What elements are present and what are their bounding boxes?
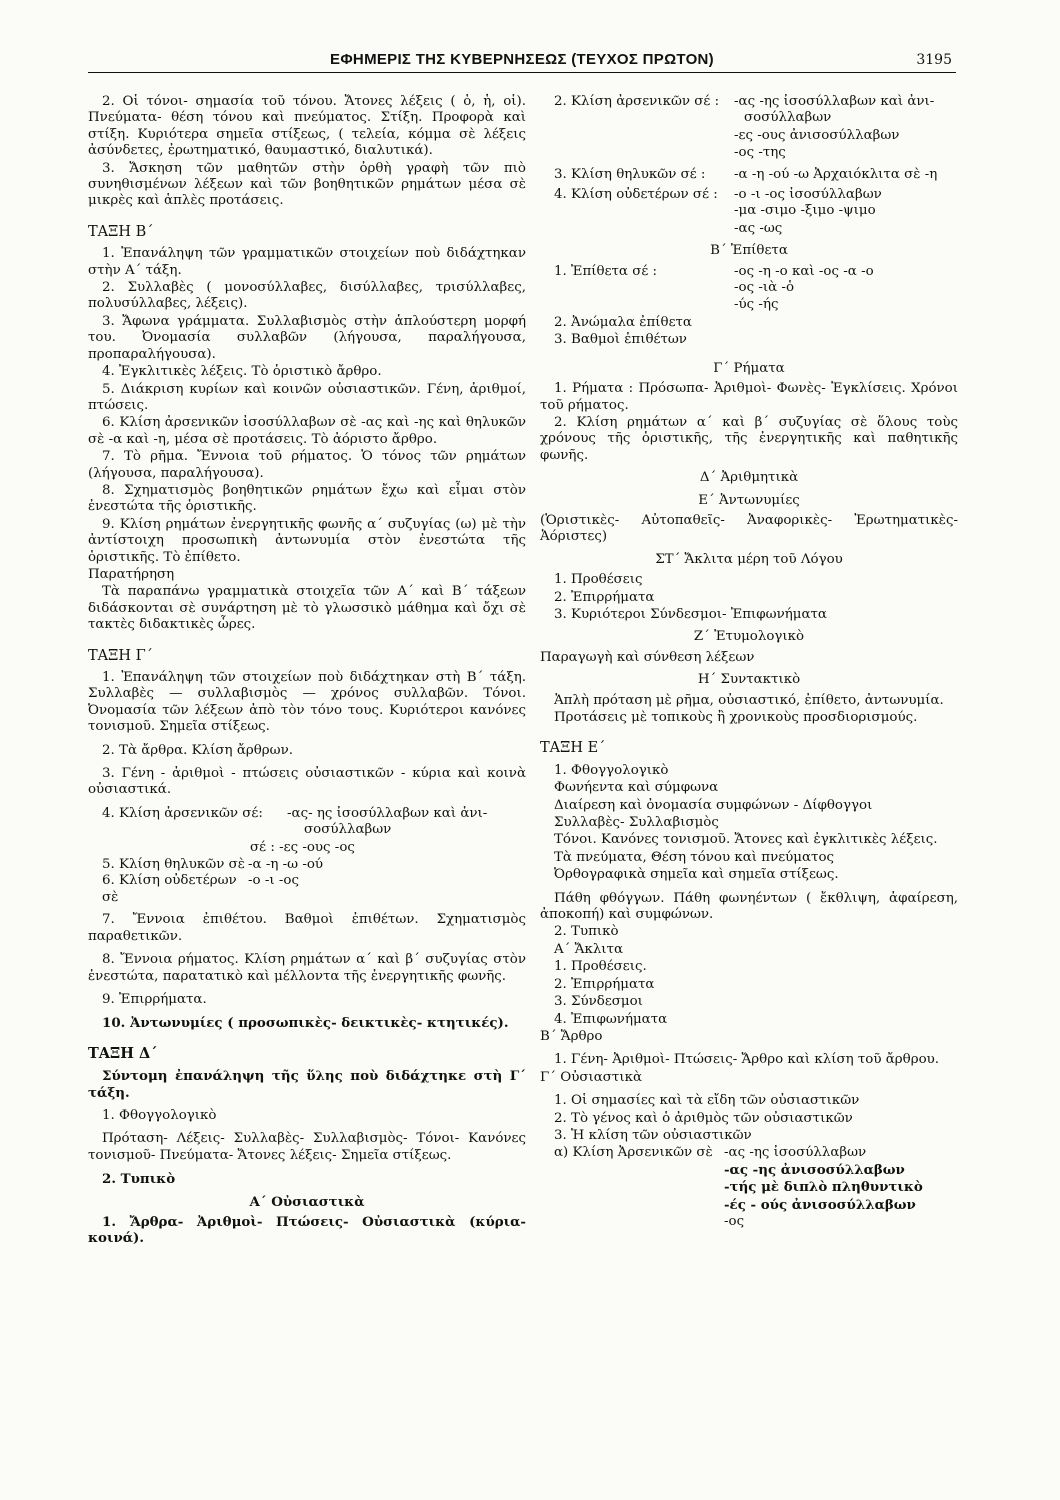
syntaktiko-text-2: Προτάσεις μὲ τοπικοὺς ἢ χρονικοὺς προσδιορισμούς. — [554, 710, 918, 725]
r-item-2-cont: σοσύλλαβων — [744, 110, 832, 126]
epitheta-suffix-3: -ύς -ής — [734, 297, 779, 313]
r-item-3: 3. Κλίση θηλυκῶν σέ : -α -η -ού -ω Ἀρχαιόκλιτα σὲ -η — [554, 166, 938, 182]
page-header — [88, 50, 956, 73]
heading-arithmitika: Δ΄ Ἀριθμητικὰ — [699, 470, 799, 486]
e-line: 1. Φθογγολογικὸ — [554, 762, 669, 778]
c-item-10: 10. Ἀντωνυμίες ( προσωπικὲς- δεικτικὲς- κτητικές). — [102, 1015, 509, 1032]
e-ous-item: 3. Ἡ κλίση τῶν οὐσιαστικῶν — [554, 1127, 752, 1143]
b-item: 4. Ἐγκλιτικὲς λέξεις. Τὸ ὁριστικὸ ἄρθρο. — [102, 364, 382, 380]
page-number: 3195 — [916, 52, 952, 68]
epitheta-item-3: 3. Βαθμοὶ ἐπιθέτων — [554, 332, 687, 348]
e-aklita-item: 3. Σύνδεσμοι — [554, 994, 643, 1010]
aklita-item: 1. Προθέσεις — [554, 572, 643, 588]
c-item-9: 9. Ἐπιρρήματα. — [102, 991, 207, 1007]
b-item: 2. Συλλαβὲς ( μονοσύλλαβες, δισύλλαβες, τρισύλλαβες, πολυσύλλαβες, λέξεις). — [88, 280, 526, 312]
c-item-1: 1. Ἐπανάληψη τῶν στοιχείων ποὺ διδάχτηκαν στὴ Β΄ τάξη. Συλλαβὲς — συλλαβισμὸς — χρόνος συλλαβῶν. Τόνοι. Ὀνομασία τῶν λέξεων ἀπὸ τὸν τόνο τους. Κυριότεροι κανόνες τονισμοῦ. Σημεῖα στίξεως. — [88, 670, 526, 735]
e-arthro-item-1: 1. Γένη- Ἀριθμοὶ- Πτώσεις- Ἄρθρο καὶ κλίση τοῦ ἄρθρου. — [554, 1052, 940, 1068]
b-item: 3. Ἄφωνα γράμματα. Συλλαβισμὸς στὴν ἁπλούστερη μορφή του. Ὀνομασία συλλαβῶν (λήγουσα, παραλήγουσα, προπαραλήγουσα). — [88, 313, 526, 362]
heading-antonymies: Ε΄ Ἀντωνυμίες — [698, 492, 800, 508]
b-item: 6. Κλίση ἀρσενικῶν ἰσοσύλλαβων σὲ -ας καὶ -ης καὶ θηλυκῶν σὲ -α καὶ -η, μέσα σὲ προτάσεις. Τὸ ἀόριστο ἄρθρο. — [88, 415, 526, 447]
left-column — [88, 94, 526, 1248]
e-ous-item: 1. Οἱ σημασίες καὶ τὰ εἴδη τῶν οὐσιαστικῶν — [554, 1093, 860, 1109]
b-note: Τὰ παραπάνω γραμματικὰ στοιχεῖα τῶν Α΄ καὶ Β΄ τάξεων διδάσκονται σὲ συνάρτηση μὲ τὸ γλωσσικὸ μάθημα καὶ ὄχι σὲ τακτὲς διδακτικὲς ὧρες. — [88, 584, 526, 633]
c-item-4-suffix-2: σέ : -ες -ους -ος — [250, 839, 355, 855]
c-item-5: 5. Κλίση θηλυκῶν σὲ -α -η -ω -ού — [102, 857, 324, 873]
r-item-2: 2. Κλίση ἀρσενικῶν σέ : -ας -ης ἰσοσύλλαβων καὶ ἀνι- — [554, 94, 935, 109]
e-line: Τὰ πνεύματα, Θέση τόνου καὶ πνεύματος — [554, 849, 835, 865]
e-aklita: Α΄ Ἄκλιτα — [554, 941, 624, 957]
b-item: 9. Κλίση ρημάτων ἐνεργητικῆς φωνῆς α΄ συζυγίας (ω) μὲ τὴν ἀντίστοιχη προσωπικὴ ἀντωνυμία στὸν ἐνεστώτα τῆς ὁριστικῆς. Τὸ ἐπίθετο. — [88, 516, 526, 565]
heading-etymologiko: Ζ΄ Ἐτυμολογικὸ — [693, 629, 805, 645]
e-ous-a-suffix: -τής μὲ διπλὸ πληθυντικὸ — [724, 1179, 923, 1196]
rimata-item-1: 1. Ρήματα : Πρόσωπα- Ἀριθμοὶ- Φωνὲς- Ἐγκλίσεις. Χρόνοι τοῦ ρήματος. — [540, 381, 958, 413]
r-item-4-suffix-3: -ας -ως — [734, 220, 783, 236]
epitheta-item-2: 2. Ἀνώμαλα ἐπίθετα — [554, 314, 692, 330]
e-ous-a-suffix: -ος — [724, 1213, 745, 1229]
etymologiko-text: Παραγωγὴ καὶ σύνθεση λέξεων — [540, 649, 755, 665]
d-item-2: 2. Τυπικὸ — [102, 1171, 176, 1188]
d-sub-a: Α΄ Οὐσιαστικὰ — [249, 1193, 365, 1210]
e-pathi: Πάθη φθόγγων. Πάθη φωνηέντων ( ἔκθλιψη, ἀφαίρεση, ἀποκοπή) καὶ συμφώνων. — [540, 890, 958, 923]
b-item: 5. Διάκριση κυρίων καὶ κοινῶν οὐσιαστικῶν. Γένη, ἀριθμοί, πτώσεις. — [88, 381, 526, 413]
section-heading-e: ΤΑΞΗ Ε΄ — [540, 740, 606, 757]
c-item-4-cont: σοσύλλαβων — [304, 822, 392, 838]
aklita-item: 2. Ἐπιρρήματα — [554, 589, 655, 605]
epitheta-item-1: 1. Ἐπίθετα σέ : -ος -η -ο καὶ -ος -α -ο — [554, 263, 874, 279]
e-ous-item: 2. Τὸ γένος καὶ ὁ ἀριθμὸς τῶν οὐσιαστικῶν — [554, 1110, 853, 1126]
d-intro: Σύντομη ἐπανάληψη τῆς ὕλης ποὺ διδάχτηκε στὴ Γ΄ τάξη. — [88, 1068, 526, 1101]
section-heading-b: ΤΑΞΗ Β΄ — [88, 223, 154, 240]
d-sub-a-1: 1. Ἄρθρα- Ἀριθμοὶ- Πτώσεις- Οὐσιαστικὰ (κύρια- κοινά). — [88, 1213, 526, 1247]
heading-syntaktiko: Η΄ Συντακτικὸ — [697, 672, 801, 688]
b-item: 1. Ἐπανάληψη τῶν γραμματικῶν στοιχείων ποὺ διδάχτηκαν στὴν Α΄ τάξη. — [88, 246, 526, 278]
r-item-2-suffix-3: -ος -της — [734, 145, 786, 161]
b-item: 8. Σχηματισμὸς βοηθητικῶν ρημάτων ἔχω καὶ εἶμαι στὸν ἐνεστώτα τῆς ὁριστικῆς. — [88, 482, 526, 515]
right-column — [540, 94, 958, 1231]
c-item-6: 6. Κλίση οὐδετέρων σὲ -ο -ι -ος — [102, 873, 299, 905]
heading-aklita: ΣΤ΄ Ἄκλιτα μέρη τοῦ Λόγου — [655, 551, 843, 567]
b-item: 7. Τὸ ρῆμα. Ἔννοια τοῦ ρήματος. Ὁ τόνος τῶν ρημάτων (λήγουσα, παραλήγουσα). — [88, 449, 526, 481]
e-ous-a: α) Κλίση Ἀρσενικῶν σὲ -ας -ης ἰσοσύλλαβων — [554, 1145, 867, 1161]
header-title: ΕΦΗΜΕΡΙΣ ΤΗΣ ΚΥΒΕΡΝΗΣΕΩΣ (ΤΕΥΧΟΣ ΠΡΩΤΟΝ) — [330, 51, 714, 68]
e-aklita-item: 1. Προθέσεις. — [554, 959, 647, 975]
e-tonoi: Τόνοι. Κανόνες τονισμοῦ. Ἄτονες καὶ ἐγκλιτικὲς λέξεις. — [554, 832, 938, 848]
r-item-4-suffix-2: -μα -σιμο -ξιμο -ψιμο — [734, 203, 876, 219]
c-item-3: 3. Γένη - ἀριθμοὶ - πτώσεις οὐσιαστικῶν - κύρια καὶ κοινὰ οὐσιαστικά. — [88, 766, 526, 798]
antonymies-text: (Ὁριστικὲς- Αὐτοπαθεῖς- Ἀναφορικὲς- Ἐρωτηματικὲς- Ἀόριστες) — [540, 512, 958, 545]
e-line: Διαίρεση καὶ ὀνομασία συμφώνων - Δίφθογγοι — [554, 797, 873, 813]
d-item-1-text: Πρόταση- Λέξεις- Συλλαβὲς- Συλλαβισμὸς- Τόνοι- Κανόνες τονισμοῦ- Πνεύματα- Ἄτονες λέξεις- Σημεῖα στίξεως. — [88, 1131, 526, 1163]
e-line: Ὀρθογραφικὰ σημεῖα καὶ σημεῖα στίξεως. — [554, 867, 839, 883]
e-arthro: Β΄ Ἄρθρο — [540, 1028, 603, 1044]
e-aklita-item: 2. Ἐπιρρήματα — [554, 976, 655, 992]
d-item-1: 1. Φθογγολογικὸ — [102, 1107, 217, 1123]
c-item-8: 8. Ἔννοια ρήματος. Κλίση ρημάτων α΄ καὶ β΄ συζυγίας στὸν ἐνεστώτα, παρατατικὸ καὶ μέλλοντα τῆς ἐνεργητικῆς φωνῆς. — [88, 952, 526, 984]
syntaktiko-text-1: Ἁπλὴ πρόταση μὲ ρῆμα, οὐσιαστικό, ἐπίθετο, ἀντωνυμία. — [554, 692, 944, 708]
e-aklita-item: 4. Ἐπιφωνήματα — [554, 1011, 668, 1027]
c-item-4: 4. Κλίση ἀρσενικῶν σέ: -ας- ης ἰσοσύλλαβων καὶ ἀνι- — [102, 805, 488, 821]
epitheta-suffix-2: -ος -ιὰ -ὁ — [734, 280, 795, 296]
heading-rimata: Γ΄ Ρήματα — [713, 360, 785, 376]
a-item-3: 3. Ἄσκηση τῶν μαθητῶν στὴν ὀρθὴ γραφὴ τῶν πιὸ συνηθισμένων λέξεων καὶ τῶν βοηθητικῶν ρημάτων μέσα σὲ μικρὲς καὶ ἁπλὲς προτάσεις. — [88, 160, 526, 209]
a-item-2: 2. Οἱ τόνοι- σημασία τοῦ τόνου. Ἄτονες λέξεις ( ὁ, ἡ, οἱ). Πνεύματα- θέση τόνου καὶ πνεύματος. Στίξη. Προφορὰ καὶ στίξη. Κυριότερα σημεῖα στίξεως, ( τελεία, κόμμα σὲ λέξεις ἀσύνδετες, ἐρωτηματικό, θαυμαστικό, διαλυτικά). — [88, 94, 526, 159]
c-item-2: 2. Τὰ ἄρθρα. Κλίση ἄρθρων. — [102, 742, 293, 758]
section-heading-c: ΤΑΞΗ Γ΄ — [88, 647, 153, 664]
c-item-7: 7. Ἔννοια ἐπιθέτου. Βαθμοὶ ἐπιθέτων. Σχηματισμὸς παραθετικῶν. — [88, 912, 526, 944]
b-note-label: Παρατήρηση — [88, 566, 175, 582]
e-typiko: 2. Τυπικὸ — [554, 924, 619, 940]
e-ous-a-suffix: -ές - ούς ἀνισοσύλλαβων — [724, 1196, 916, 1213]
rimata-item-2: 2. Κλίση ρημάτων α΄ καὶ β΄ συζυγίας σὲ ὅλους τοὺς χρόνους τῆς ὁριστικῆς, τῆς ἐνεργητικῆς καὶ παθητικῆς φωνῆς. — [540, 414, 958, 463]
e-ous-a-suffix: -ας -ης ἀνισοσύλλαβων — [724, 1161, 905, 1178]
heading-epitheta: Β΄ Ἐπίθετα — [710, 243, 788, 259]
section-heading-d: ΤΑΞΗ Δ΄ — [88, 1044, 158, 1062]
e-line: Φωνήεντα καὶ σύμφωνα — [554, 780, 719, 796]
r-item-4: 4. Κλίση οὐδετέρων σέ : -ο -ι -ος ἰσοσύλλαβων — [554, 187, 882, 203]
e-line: Συλλαβὲς- Συλλαβισμὸς — [554, 815, 719, 831]
e-ousiastika: Γ΄ Οὐσιαστικὰ — [540, 1069, 643, 1085]
aklita-item: 3. Κυριότεροι Σύνδεσμοι- Ἐπιφωνήματα — [554, 606, 827, 622]
r-item-2-suffix-2: -ες -ους ἀνισοσύλλαβων — [734, 127, 900, 143]
